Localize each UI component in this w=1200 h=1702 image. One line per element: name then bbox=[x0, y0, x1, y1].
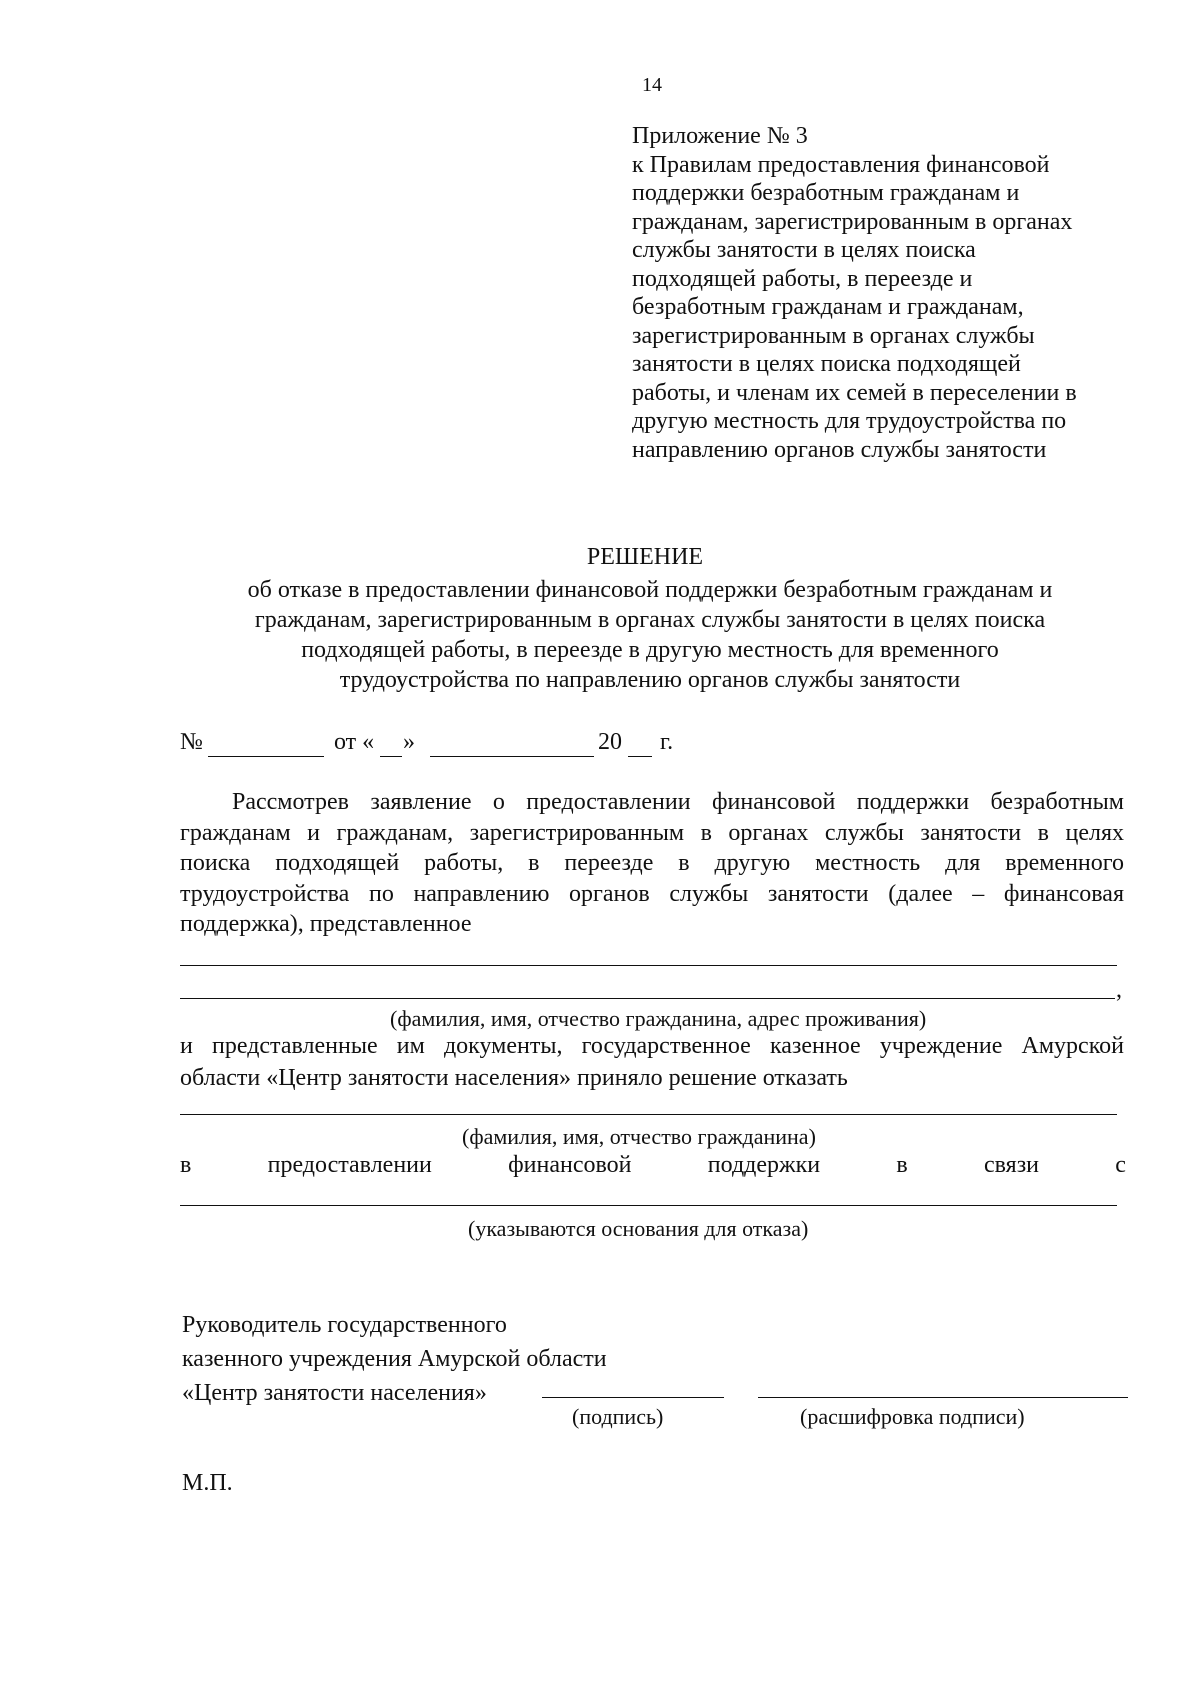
year-suffix: г. bbox=[660, 729, 674, 755]
appendix-line: службы занятости в целях поиска bbox=[632, 237, 976, 263]
body-line: области «Центр занятости населения» приняло решение отказать bbox=[180, 1065, 848, 1091]
caption-citizen-name: (фамилия, имя, отчество гражданина) bbox=[462, 1124, 816, 1149]
appendix-line: к Правилам предоставления финансовой bbox=[632, 151, 1050, 178]
signature-field-line[interactable] bbox=[542, 1397, 724, 1398]
year-prefix: 20 bbox=[598, 729, 622, 755]
body-line: трудоустройства по направлению органов службы занятости (далее – финансовая bbox=[180, 880, 1124, 907]
appendix-line: поддержки безработным гражданам и bbox=[632, 180, 1020, 206]
refusal-word: связи bbox=[983, 1152, 1040, 1178]
appendix-line: работы, и членам их семей в переселении в bbox=[632, 379, 1077, 406]
appendix-line: другую местность для трудоустройства по bbox=[632, 408, 1067, 434]
body-line: и представленные им документы, государственное казенное учреждение Амурской bbox=[180, 1033, 1124, 1059]
day-field-line[interactable] bbox=[380, 756, 402, 757]
number-field-line[interactable] bbox=[208, 756, 324, 757]
body-line: поиска подходящей работы, в переезде в другую местность для временного bbox=[180, 850, 1124, 876]
appendix-line: Приложение № 3 bbox=[632, 123, 808, 149]
body-line: поддержка), представленное bbox=[180, 911, 472, 937]
appendix-line: зарегистрированным в органах службы bbox=[632, 322, 1035, 349]
comma: , bbox=[1116, 977, 1122, 1003]
second-paragraph bbox=[180, 1030, 1124, 1094]
subtitle-line: об отказе в предоставлении финансовой поддержки безработным гражданам и bbox=[247, 577, 1053, 603]
citizen-name-field-line[interactable] bbox=[180, 1114, 1117, 1115]
appendix-line: занятости в целях поиска подходящей bbox=[632, 351, 1021, 377]
subtitle-line: трудоустройства по направлению органов службы занятости bbox=[339, 667, 961, 693]
citizen-field-line-1[interactable] bbox=[180, 965, 1117, 966]
refusal-word: с bbox=[1115, 1152, 1126, 1178]
subtitle-line: гражданам, зарегистрированным в органах службы занятости в целях поиска bbox=[254, 607, 1046, 633]
refusal-line bbox=[180, 1152, 1126, 1179]
page-number: 14 bbox=[642, 74, 662, 96]
appendix-heading bbox=[632, 122, 1152, 464]
appendix-line: подходящей работы, в переезде и bbox=[632, 265, 973, 292]
number-label: № bbox=[180, 729, 203, 755]
appendix-line: гражданам, зарегистрированным в органах bbox=[632, 208, 1073, 235]
signer-line: «Центр занятости населения» bbox=[182, 1380, 487, 1406]
signature-decoding-field-line[interactable] bbox=[758, 1397, 1128, 1398]
caption-citizen-address: (фамилия, имя, отчество гражданина, адрес проживания) bbox=[390, 1006, 927, 1031]
month-field-line[interactable] bbox=[430, 756, 594, 757]
caption-reasons: (указываются основания для отказа) bbox=[468, 1216, 809, 1241]
caption-signature-decoding: (расшифровка подписи) bbox=[800, 1404, 1025, 1429]
refusal-word: предоставлении bbox=[267, 1152, 432, 1178]
quote-close: » bbox=[403, 729, 415, 755]
subtitle-line: подходящей работы, в переезде в другую местность для временного bbox=[301, 637, 999, 663]
refusal-word: финансовой bbox=[508, 1152, 632, 1178]
signature-block bbox=[182, 1308, 607, 1410]
date-from-label: от « bbox=[334, 729, 375, 755]
year-field-line[interactable] bbox=[628, 756, 652, 757]
refusal-word: поддержки bbox=[707, 1152, 821, 1178]
appendix-line: безработным гражданам и гражданам, bbox=[632, 294, 1024, 320]
body-line: Рассмотрев заявление о предоставлении финансовой поддержки безработным bbox=[232, 789, 1124, 815]
appendix-line: направлению органов службы занятости bbox=[632, 436, 1047, 463]
citizen-field-line-2[interactable] bbox=[180, 998, 1115, 999]
body-line: гражданам и гражданам, зарегистрированным в органах службы занятости в целях bbox=[180, 819, 1124, 846]
reasons-field-line[interactable] bbox=[180, 1205, 1117, 1206]
signer-line: казенного учреждения Амурской области bbox=[182, 1346, 607, 1372]
decision-title: РЕШЕНИЕ bbox=[586, 544, 704, 570]
body-paragraph bbox=[180, 787, 1124, 940]
stamp-place: М.П. bbox=[182, 1470, 233, 1496]
signer-line: Руководитель государственного bbox=[182, 1312, 507, 1338]
caption-signature: (подпись) bbox=[572, 1404, 664, 1429]
decision-subtitle bbox=[170, 575, 1130, 695]
refusal-word: в bbox=[896, 1152, 908, 1178]
refusal-word: в bbox=[180, 1152, 192, 1178]
